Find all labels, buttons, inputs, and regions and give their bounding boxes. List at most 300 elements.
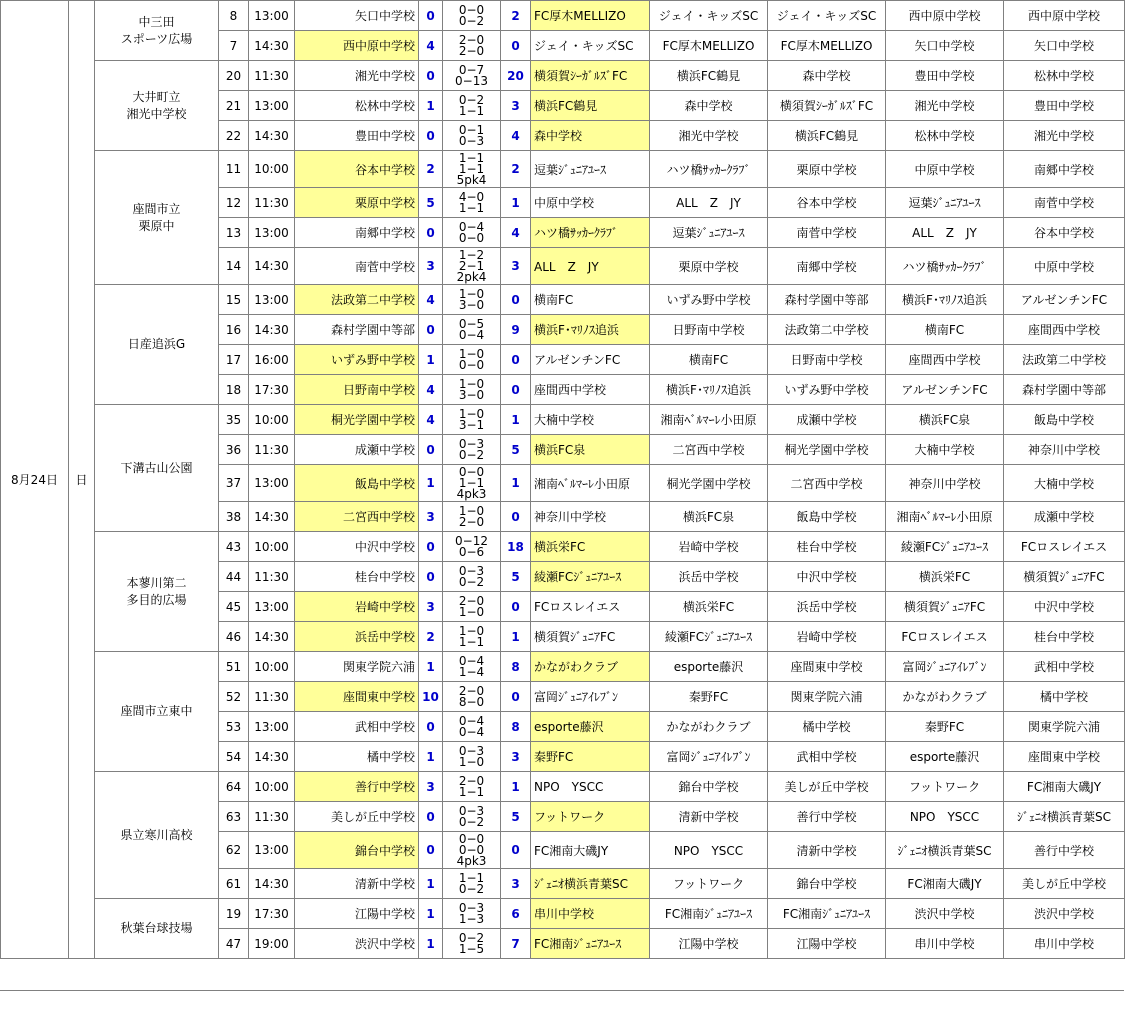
half-score-h1: 1−0 (458, 286, 485, 301)
half-score-h1: 0−4 (458, 219, 485, 234)
away-score: 3 (501, 248, 531, 285)
official-2: 二宮西中学校 (768, 465, 886, 502)
away-score: 20 (501, 61, 531, 91)
match-number: 35 (219, 405, 249, 435)
away-team: 富岡ｼﾞｭﾆｱｲﾚﾌﾞﾝ (531, 682, 650, 712)
half-scores (443, 31, 501, 61)
official-3: esporte藤沢 (886, 742, 1004, 772)
home-score: 4 (419, 375, 443, 405)
home-score: 0 (419, 712, 443, 742)
official-4: 武相中学校 (1004, 652, 1125, 682)
match-number: 12 (219, 188, 249, 218)
home-team: 美しが丘中学校 (295, 802, 419, 832)
table-row (1, 772, 1125, 802)
away-score: 5 (501, 435, 531, 465)
official-4: 橘中学校 (1004, 682, 1125, 712)
away-score: 0 (501, 682, 531, 712)
match-number: 22 (219, 121, 249, 151)
home-score: 1 (419, 465, 443, 502)
away-team: 横浜F･ﾏﾘﾉｽ追浜 (531, 315, 650, 345)
home-team: 関東学院六浦 (295, 652, 419, 682)
away-team: 横須賀ｼｰｶﾞﾙｽﾞFC (531, 61, 650, 91)
official-4: 串川中学校 (1004, 929, 1125, 959)
half-score-h1: 0−0 (458, 2, 485, 17)
official-2: 清新中学校 (768, 832, 886, 869)
half-scores (443, 592, 501, 622)
away-team: かながわクラブ (531, 652, 650, 682)
half-score-h1: 0−3 (458, 563, 485, 578)
official-3: 湘光中学校 (886, 91, 1004, 121)
venue-cell (95, 151, 219, 285)
half-score-h2: 2−0 (458, 514, 485, 529)
half-score-h2: 0−2 (458, 447, 485, 462)
official-2: 座間東中学校 (768, 652, 886, 682)
venue-name-line: 本蓼川第二 (126, 575, 187, 590)
home-team: 南郷中学校 (295, 218, 419, 248)
half-score-h1: 1−2 (458, 247, 485, 262)
half-score-h2: 0−2 (458, 881, 485, 896)
home-team: 桐光学園中学校 (295, 405, 419, 435)
home-team: 善行中学校 (295, 772, 419, 802)
away-score: 2 (501, 151, 531, 188)
official-1: 浜岳中学校 (650, 562, 768, 592)
home-score: 0 (419, 532, 443, 562)
home-team: 桂台中学校 (295, 562, 419, 592)
away-team: NPO YSCC (531, 772, 650, 802)
match-number: 38 (219, 502, 249, 532)
away-score: 0 (501, 592, 531, 622)
away-score: 5 (501, 802, 531, 832)
venue-name-line: 栗原中 (138, 218, 175, 233)
official-2: 南郷中学校 (768, 248, 886, 285)
away-score: 0 (501, 31, 531, 61)
official-4: 南菅中学校 (1004, 188, 1125, 218)
match-number: 15 (219, 285, 249, 315)
away-score: 0 (501, 832, 531, 869)
half-scores (443, 712, 501, 742)
match-number: 16 (219, 315, 249, 345)
official-1: 岩崎中学校 (650, 532, 768, 562)
venue-name-line: 下溝古山公園 (120, 460, 193, 475)
half-scores (443, 121, 501, 151)
official-4: 成瀬中学校 (1004, 502, 1125, 532)
home-score: 0 (419, 562, 443, 592)
half-score-h2: 1−1 (458, 784, 485, 799)
official-2: 錦台中学校 (768, 869, 886, 899)
half-score-h2: 1−1 (458, 200, 485, 215)
away-team: 横須賀ｼﾞｭﾆｱFC (531, 622, 650, 652)
half-scores (443, 285, 501, 315)
official-4: 桂台中学校 (1004, 622, 1125, 652)
match-number: 43 (219, 532, 249, 562)
away-score: 9 (501, 315, 531, 345)
half-scores (443, 832, 501, 869)
official-2: 武相中学校 (768, 742, 886, 772)
half-score-h2: 1−1 (458, 161, 485, 176)
official-3: 綾瀬FCｼﾞｭﾆｱﾕｰｽ (886, 532, 1004, 562)
official-3: 富岡ｼﾞｭﾆｱｲﾚﾌﾞﾝ (886, 652, 1004, 682)
official-4: ｼﾞｪﾆｵ横浜青葉SC (1004, 802, 1125, 832)
official-1: 湘南ﾍﾞﾙﾏｰﾚ小田原 (650, 405, 768, 435)
half-scores (443, 465, 501, 502)
half-score-h1: 0−2 (458, 930, 485, 945)
away-score: 8 (501, 712, 531, 742)
away-team: FC湘南ｼﾞｭﾆｱﾕｰｽ (531, 929, 650, 959)
kickoff-time: 13:00 (249, 832, 295, 869)
official-1: 横南FC (650, 345, 768, 375)
official-1: 横浜FC鶴見 (650, 61, 768, 91)
official-4: アルゼンチンFC (1004, 285, 1125, 315)
official-3: 松林中学校 (886, 121, 1004, 151)
half-scores (443, 532, 501, 562)
half-scores (443, 375, 501, 405)
official-1: 湘光中学校 (650, 121, 768, 151)
official-3: 串川中学校 (886, 929, 1004, 959)
official-4: 神奈川中学校 (1004, 435, 1125, 465)
official-4: 森村学園中等部 (1004, 375, 1125, 405)
match-number: 7 (219, 31, 249, 61)
half-scores (443, 218, 501, 248)
half-score-h2: 1−1 (458, 103, 485, 118)
kickoff-time: 14:30 (249, 121, 295, 151)
official-1: 二宮西中学校 (650, 435, 768, 465)
away-score: 5 (501, 562, 531, 592)
half-score-h1: 2−0 (458, 683, 485, 698)
official-2: ジェイ・キッズSC (768, 1, 886, 31)
official-1: フットワーク (650, 869, 768, 899)
home-team: 谷本中学校 (295, 151, 419, 188)
kickoff-time: 13:00 (249, 1, 295, 31)
kickoff-time: 14:30 (249, 869, 295, 899)
half-scores (443, 91, 501, 121)
table-row (1, 285, 1125, 315)
match-number: 8 (219, 1, 249, 31)
official-3: 秦野FC (886, 712, 1004, 742)
kickoff-time: 13:00 (249, 91, 295, 121)
half-scores (443, 502, 501, 532)
official-3: 西中原中学校 (886, 1, 1004, 31)
kickoff-time: 11:30 (249, 802, 295, 832)
venue-cell (95, 285, 219, 405)
home-team: 森村学園中等部 (295, 315, 419, 345)
away-team: 横南FC (531, 285, 650, 315)
home-score: 0 (419, 832, 443, 869)
half-score-h2: 0−6 (458, 544, 485, 559)
away-score: 1 (501, 188, 531, 218)
official-1: 逗葉ｼﾞｭﾆｱﾕｰｽ (650, 218, 768, 248)
match-number: 13 (219, 218, 249, 248)
away-team: esporte藤沢 (531, 712, 650, 742)
official-2: 桂台中学校 (768, 532, 886, 562)
kickoff-time: 14:30 (249, 742, 295, 772)
venue-cell (95, 899, 219, 959)
venue-name-line: 座間市立 (132, 201, 181, 216)
official-2: FC厚木MELLIZO (768, 31, 886, 61)
half-score-h1: 2−0 (458, 773, 485, 788)
official-1: 錦台中学校 (650, 772, 768, 802)
official-2: 日野南中学校 (768, 345, 886, 375)
half-scores (443, 899, 501, 929)
half-scores (443, 652, 501, 682)
official-1: いずみ野中学校 (650, 285, 768, 315)
official-3: 横浜栄FC (886, 562, 1004, 592)
official-1: 横浜栄FC (650, 592, 768, 622)
half-score-h2: 0−2 (458, 814, 485, 829)
half-score-h1: 0−12 (455, 533, 488, 548)
match-number: 20 (219, 61, 249, 91)
official-3: 中原中学校 (886, 151, 1004, 188)
away-team: 横浜栄FC (531, 532, 650, 562)
half-scores (443, 151, 501, 188)
half-score-h2: 0−0 (458, 357, 485, 372)
half-score-h2: 1−0 (458, 604, 485, 619)
kickoff-time: 11:30 (249, 562, 295, 592)
home-team: 松林中学校 (295, 91, 419, 121)
official-3: FC湘南大磯JY (886, 869, 1004, 899)
kickoff-time: 16:00 (249, 345, 295, 375)
away-team: アルゼンチンFC (531, 345, 650, 375)
away-score: 6 (501, 899, 531, 929)
official-1: 綾瀬FCｼﾞｭﾆｱﾕｰｽ (650, 622, 768, 652)
home-score: 5 (419, 188, 443, 218)
table-row (1, 151, 1125, 188)
match-number: 21 (219, 91, 249, 121)
home-team: いずみ野中学校 (295, 345, 419, 375)
away-team: 湘南ﾍﾞﾙﾏｰﾚ小田原 (531, 465, 650, 502)
half-score-h2: 1−4 (458, 664, 485, 679)
half-scores (443, 562, 501, 592)
half-score-h2: 1−5 (458, 941, 485, 956)
home-team: 江陽中学校 (295, 899, 419, 929)
official-2: 栗原中学校 (768, 151, 886, 188)
home-team: 日野南中学校 (295, 375, 419, 405)
kickoff-time: 11:30 (249, 435, 295, 465)
official-1: FC厚木MELLIZO (650, 31, 768, 61)
half-score-h2: 0−0 (458, 230, 485, 245)
half-score-h2: 8−0 (458, 694, 485, 709)
away-team: FCロスレイエス (531, 592, 650, 622)
kickoff-time: 14:30 (249, 248, 295, 285)
half-score-h2: 0−2 (458, 574, 485, 589)
kickoff-time: 14:30 (249, 502, 295, 532)
home-score: 3 (419, 592, 443, 622)
half-score-h1: 0−3 (458, 803, 485, 818)
half-scores (443, 405, 501, 435)
official-1: 栗原中学校 (650, 248, 768, 285)
match-number: 44 (219, 562, 249, 592)
official-2: 美しが丘中学校 (768, 772, 886, 802)
home-team: 武相中学校 (295, 712, 419, 742)
official-1: 日野南中学校 (650, 315, 768, 345)
official-3: 渋沢中学校 (886, 899, 1004, 929)
match-number: 47 (219, 929, 249, 959)
away-team: フットワーク (531, 802, 650, 832)
home-team: 座間東中学校 (295, 682, 419, 712)
official-2: 橘中学校 (768, 712, 886, 742)
official-1: 横浜FC泉 (650, 502, 768, 532)
venue-cell (95, 1, 219, 61)
home-team: 飯島中学校 (295, 465, 419, 502)
half-score-h1: 0−3 (458, 743, 485, 758)
away-team: ハツ橋ｻｯｶｰｸﾗﾌﾞ (531, 218, 650, 248)
pk-result: 4pk3 (456, 486, 487, 501)
match-number: 14 (219, 248, 249, 285)
away-team: 串川中学校 (531, 899, 650, 929)
half-score-h1: 0−7 (458, 62, 485, 77)
half-score-h1: 0−3 (458, 436, 485, 451)
half-scores (443, 929, 501, 959)
kickoff-time: 17:30 (249, 375, 295, 405)
official-1: ALL Z JY (650, 188, 768, 218)
home-score: 10 (419, 682, 443, 712)
official-1: esporte藤沢 (650, 652, 768, 682)
half-score-h2: 0−4 (458, 327, 485, 342)
home-score: 0 (419, 61, 443, 91)
official-2: 善行中学校 (768, 802, 886, 832)
away-team: 横浜FC泉 (531, 435, 650, 465)
official-4: 渋沢中学校 (1004, 899, 1125, 929)
official-2: FC湘南ｼﾞｭﾆｱﾕｰｽ (768, 899, 886, 929)
official-1: NPO YSCC (650, 832, 768, 869)
official-4: 法政第二中学校 (1004, 345, 1125, 375)
official-4: 中原中学校 (1004, 248, 1125, 285)
kickoff-time: 10:00 (249, 652, 295, 682)
away-team: 神奈川中学校 (531, 502, 650, 532)
away-team: 森中学校 (531, 121, 650, 151)
kickoff-time: 10:00 (249, 532, 295, 562)
home-score: 1 (419, 345, 443, 375)
half-scores (443, 1, 501, 31)
kickoff-time: 13:00 (249, 218, 295, 248)
official-1: 清新中学校 (650, 802, 768, 832)
home-score: 2 (419, 151, 443, 188)
official-4: 南郷中学校 (1004, 151, 1125, 188)
away-team: 大楠中学校 (531, 405, 650, 435)
half-score-h1: 2−0 (458, 593, 485, 608)
half-score-h2: 2−1 (458, 258, 485, 273)
official-4: 豊田中学校 (1004, 91, 1125, 121)
home-team: 湘光中学校 (295, 61, 419, 91)
half-score-h1: 0−3 (458, 900, 485, 915)
kickoff-time: 17:30 (249, 899, 295, 929)
away-score: 4 (501, 218, 531, 248)
official-1: 秦野FC (650, 682, 768, 712)
away-team: FC厚木MELLIZO (531, 1, 650, 31)
home-score: 3 (419, 772, 443, 802)
kickoff-time: 13:00 (249, 465, 295, 502)
official-3: 座間西中学校 (886, 345, 1004, 375)
home-team: 渋沢中学校 (295, 929, 419, 959)
away-score: 0 (501, 285, 531, 315)
away-score: 1 (501, 772, 531, 802)
official-3: 湘南ﾍﾞﾙﾏｰﾚ小田原 (886, 502, 1004, 532)
away-score: 0 (501, 345, 531, 375)
home-team: 浜岳中学校 (295, 622, 419, 652)
match-number: 53 (219, 712, 249, 742)
venue-name-line: 秋葉台球技場 (120, 921, 193, 935)
away-team: 秦野FC (531, 742, 650, 772)
weekday-cell: 日 (69, 1, 95, 959)
half-scores (443, 315, 501, 345)
match-number: 61 (219, 869, 249, 899)
half-score-h1: 0−1 (458, 122, 485, 137)
away-team: 綾瀬FCｼﾞｭﾆｱﾕｰｽ (531, 562, 650, 592)
away-score: 0 (501, 502, 531, 532)
half-score-h2: 1−1 (458, 634, 485, 649)
official-3: かながわクラブ (886, 682, 1004, 712)
away-score: 2 (501, 1, 531, 31)
official-2: いずみ野中学校 (768, 375, 886, 405)
away-score: 0 (501, 375, 531, 405)
table-row (1, 899, 1125, 929)
half-score-h2: 3−0 (458, 297, 485, 312)
half-score-h1: 2−0 (458, 32, 485, 47)
away-team: 逗葉ｼﾞｭﾆｱﾕｰｽ (531, 151, 650, 188)
half-score-h1: 1−0 (458, 346, 485, 361)
venue-name-line: 湘光中学校 (126, 106, 187, 121)
half-score-h2: 1−3 (458, 911, 485, 926)
away-team: ジェイ・キッズSC (531, 31, 650, 61)
half-scores (443, 248, 501, 285)
half-scores (443, 772, 501, 802)
home-team: 橘中学校 (295, 742, 419, 772)
away-team: 中原中学校 (531, 188, 650, 218)
kickoff-time: 13:00 (249, 712, 295, 742)
venue-cell (95, 652, 219, 772)
half-score-h2: 3−0 (458, 387, 485, 402)
half-score-h1: 0−2 (458, 92, 485, 107)
match-number: 63 (219, 802, 249, 832)
half-score-h1: 0−4 (458, 713, 485, 728)
kickoff-time: 14:30 (249, 315, 295, 345)
official-4: 矢口中学校 (1004, 31, 1125, 61)
away-team: 座間西中学校 (531, 375, 650, 405)
half-score-h1: 1−0 (458, 406, 485, 421)
official-2: 横浜FC鶴見 (768, 121, 886, 151)
official-2: 飯島中学校 (768, 502, 886, 532)
table-row (1, 405, 1125, 435)
half-score-h2: 0−0 (458, 842, 485, 857)
home-team: 中沢中学校 (295, 532, 419, 562)
away-team: ALL Z JY (531, 248, 650, 285)
official-4: 善行中学校 (1004, 832, 1125, 869)
half-score-h2: 0−13 (455, 73, 488, 88)
official-1: 江陽中学校 (650, 929, 768, 959)
away-score: 3 (501, 742, 531, 772)
half-scores (443, 622, 501, 652)
kickoff-time: 13:00 (249, 592, 295, 622)
half-score-h1: 0−4 (458, 653, 485, 668)
home-score: 4 (419, 31, 443, 61)
away-team: FC湘南大磯JY (531, 832, 650, 869)
venue-name-line: 多目的広場 (126, 592, 187, 607)
half-score-h2: 3−1 (458, 417, 485, 432)
venue-cell (95, 61, 219, 151)
official-3: 逗葉ｼﾞｭﾆｱﾕｰｽ (886, 188, 1004, 218)
official-3: アルゼンチンFC (886, 375, 1004, 405)
home-score: 1 (419, 742, 443, 772)
home-team: 西中原中学校 (295, 31, 419, 61)
home-score: 3 (419, 248, 443, 285)
official-3: 豊田中学校 (886, 61, 1004, 91)
away-score: 4 (501, 121, 531, 151)
official-4: 谷本中学校 (1004, 218, 1125, 248)
match-number: 18 (219, 375, 249, 405)
official-4: 横須賀ｼﾞｭﾆｱFC (1004, 562, 1125, 592)
match-number: 46 (219, 622, 249, 652)
match-number: 11 (219, 151, 249, 188)
official-1: 森中学校 (650, 91, 768, 121)
